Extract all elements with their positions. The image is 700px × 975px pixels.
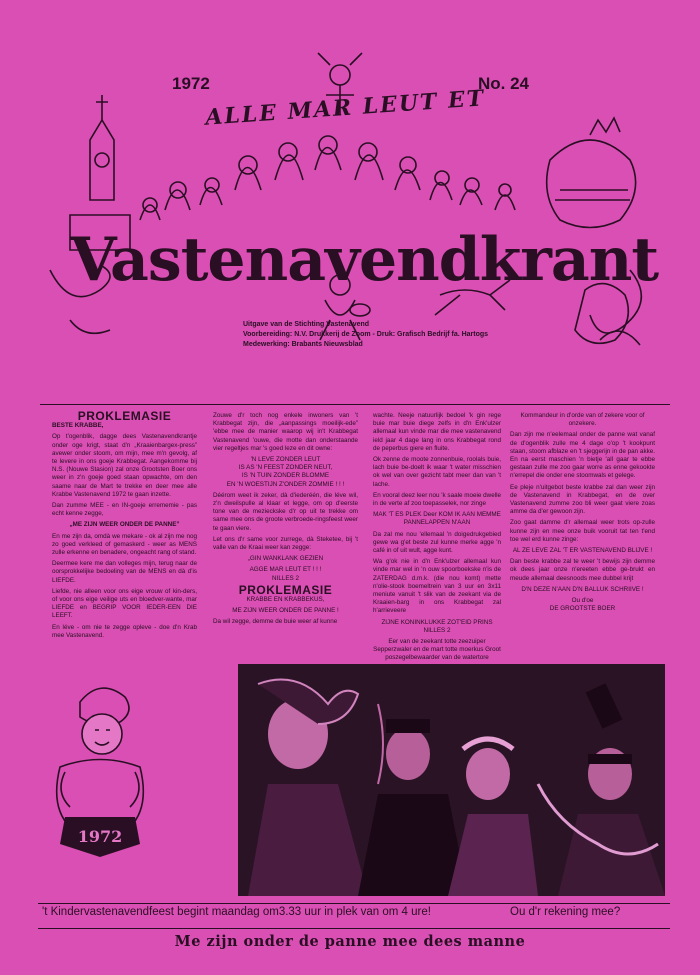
article-column-4 [510, 412, 655, 616]
publisher-info [243, 320, 488, 350]
paragraph: Deermee kere me dan volleges mijn, terug naar de oorsprokkelijke bedoeling van de MENS en dà d'is LIEFDE. [52, 560, 197, 584]
signature: DE GROOTSTE BOER [549, 605, 616, 613]
quote: D'N DEZE N'AAN D'N BALLUK SCHRIIVE ! [521, 585, 644, 593]
paragraph: En vooral deez leer nou 'k saale moeie dwelle in de verte af zoo toepasselek, nor zinge [373, 491, 501, 508]
year: 1972 [172, 74, 210, 93]
motto: ALLE MAR LEUT ET [204, 85, 486, 131]
divider [38, 928, 670, 929]
salutation: BESTE KRABBE, [52, 422, 104, 430]
footer-slogan: Me zijn onder de panne mee dees manne [174, 933, 526, 950]
paragraph: wachte. Neeje natuurlijk bedoel 'k gin rege buie mar buie diege zelfs in d'n Enk'ulzer allemaal kun vinde mar die mee vastenavend ield jaar 4 dage lang in ons Krabbegat rond de peperbus giere en fluite. [373, 412, 501, 452]
verse-line: IS AS 'N FEEST ZONDER NEUT, [238, 464, 333, 472]
paragraph: Da zal me nou 'ellemaal 'n doigedrukgebied gewe wa g'et beste zul kunne merke agge 'n café in of uit wult, agge kunt. [373, 530, 501, 555]
titles: Eer van de zeekant totte zeezuiper Sepperzwaler en de mart totte moerkus Groot poszegelbewaarder van de watertore [373, 638, 501, 662]
article-column-1 [52, 409, 197, 643]
paragraph: Dan zijn me n'eelemaal onder de panne wat vanaf de d'ogenblik zulle me 4 dage o'op 't kookpunt staan, stoom afblaze en 't sjeggerijn in de pan akke. En na eerst maschien 'n bietje 'all gaar te ebbe gestaan zulle me zoo gaar worre as enne gekookte n'errepel die onder ene stoomwals et gelege. [510, 431, 655, 480]
paragraph: Déérom weet ik zeker, dà d'iederéén, die léve wil, z'n dweilspulle al klaar et legge, om op d'eerste tone van de mezieckske d'r op uit te trekke om same mee ons de groote verbroede-ringsfeest weer te gaan viere. [213, 491, 358, 532]
prince-title: ZIJNE KONINKLUKKE ZOT'EID PRINS NILLES 2 [381, 618, 493, 634]
publisher-line: Uitgave van de Stichting Vastenavend [243, 321, 370, 328]
verse-line: IS 'N TUIN ZONDER BLOMME [241, 472, 330, 480]
quote: „GIN WANKLANK GEZIEN [247, 555, 324, 563]
chant: MAK 'T ES PLEK Deer KOM IK AAN MEMME PANNELAPPEN N'AAN [373, 511, 501, 527]
quote: ME ZIJN WEER ONDER DE PANNE ! [232, 607, 339, 615]
slogan-quote: „ME ZIJN WEER ONDER DE PANNE” [69, 521, 180, 529]
article-heading: PROKLEMASIE [77, 409, 172, 423]
signature: Ou d'oe [571, 597, 594, 605]
issue-number: No. 24 [478, 74, 530, 93]
article-heading: PROKLEMASIE [238, 582, 333, 597]
paragraph: Dan zumme MEE - en IN-goeje errememie - pas echt kenne zegge, [52, 502, 197, 518]
logo-year: 1972 [77, 827, 123, 846]
article-column-2 [213, 412, 358, 630]
publisher-line: Voorbereiding: N.V. Drukkerij de Zoom - Druk: Grafisch Bedrijf fa. Hartogs [243, 331, 489, 338]
paragraph: En me zijn da, omdà we mekare - ok al zijn me nog zo goed verkleed of gemaskerd - weer as MENS zulle erkenne en benadere, ongeacht rang of stand. [52, 532, 197, 557]
paragraph: Da wil zegge, demme de buie weer af kunne [213, 618, 338, 626]
quote: AL ZE LEVE ZAL 'T ER VASTENAVEND BLIJVE ! [512, 547, 653, 555]
paragraph: Ok zenne de moote zonnenbuie, roolals buie, lach buie be-doelt ik waar 't water misschien ok wel van over gezicht tabt meer dan van 't lache. [373, 456, 501, 488]
announcement: 't Kindervastenavendfeest begint maandag om3.33 uur in plek van om 4 ure! [42, 906, 431, 918]
paragraph: Kommandeur in d'orde van of zekere voor of onzekere. [520, 412, 645, 428]
carnival-photo [238, 664, 665, 896]
carnival-figure-logo [40, 672, 160, 862]
signature: NILLES 2 [272, 574, 299, 582]
closing-question: Ou d'r rekening mee? [510, 906, 621, 918]
paragraph: Wa g'ok nie in d'n Enk'ulzer allemaal kun vinde mar wel in 'n ouw spoorboekske n'is de ZATERDAG d.m.k. (die nou komt) mette n'olie-stook boemeltrein van 3 uur en 3x11 meniute vanuit 't slik van de zeekant via de Kraaien-barg in ons Krabbegat zal h'arrieveere [373, 558, 501, 615]
divider [38, 903, 670, 904]
paragraph: Zoo gaat damme d'r allemaal weer trots op-zulle kunne zijn en mee onze buik vooruit tat ten t'end toe wel erd kunne zinge: [510, 519, 655, 543]
paragraph: Liefde, nie alleen voor ons eige vrouw of kin-ders, of voor ons eige veilige uts en bloedver-wante, mar LIEFDE en BEGRIP VOOR IEDER-EEN DIE LEEFT. [52, 587, 197, 620]
paragraph: Zouwe d'r toch nog enkele inwoners van 't Krabbegat zijn, die „aanpassings moeilijk-ede” 'ebbe mee de manier waarop wij in't Krabbegat Vastenavend 'ouwe, die motte dan onderstaande vier regeltjes mar 's goed leze en dit owne: [213, 412, 358, 452]
newspaper-title: Vastenavendkrant [70, 225, 659, 295]
paragraph: Op t'ogenblik, dagge dees Vastenavendkrantje onder oge krigt, staat d'n „Kraaienbargex-press” avewer onder stoom, om mijn, mee m'n gevolg, af te levere in ons goeje Krabbegat. Aangekomme bij N.S. (Nouwe Stasion) zal onze Grootsten Boer ons weer in z'n goeje goed staan opwachte, om den saame naar de Mart te trekke en deer mee alle Krabbe Vastenavend 1972 te gaan inzette. [52, 433, 197, 498]
paragraph: Let ons d'r same voor zurrege, dà Steketee, bij 't valle van de Kraai weer kan zegge: [213, 535, 358, 552]
verse-line: EN 'N WOESTIJN Z'ONDER ZOMMIE ! ! ! [226, 480, 345, 488]
paragraph: En léve - om nie te zegge opleve - doe d'n Krab mee Vastenavend. [52, 623, 197, 639]
paragraph: Ee pleje n'uitgebot beste krabbe zal dan weer zijn de Vastenavend in Krabbegat, en de over Vastenavend zumme zoo bli weer gaat viere zoas amme da d'er gewoon zijn. [510, 483, 655, 516]
verse-line: 'N LEVE ZONDER LEUT [250, 456, 321, 464]
divider [40, 404, 670, 405]
salutation: KRABBE EN KRABBEKUS, [246, 596, 325, 604]
paragraph: Dan beste krabbe zal te weer 't bewijs zijn demme ok dees jaar onze n'ereeten ebbe ge-brukt en meude allemaal deesnoods mee dubbel krijt [510, 558, 655, 582]
article-column-3 [373, 412, 501, 666]
publisher-line: Medewerking: Brabants Nieuwsblad [243, 341, 363, 348]
quote: AGGE MAR LEUT ET ! ! ! [249, 566, 322, 574]
